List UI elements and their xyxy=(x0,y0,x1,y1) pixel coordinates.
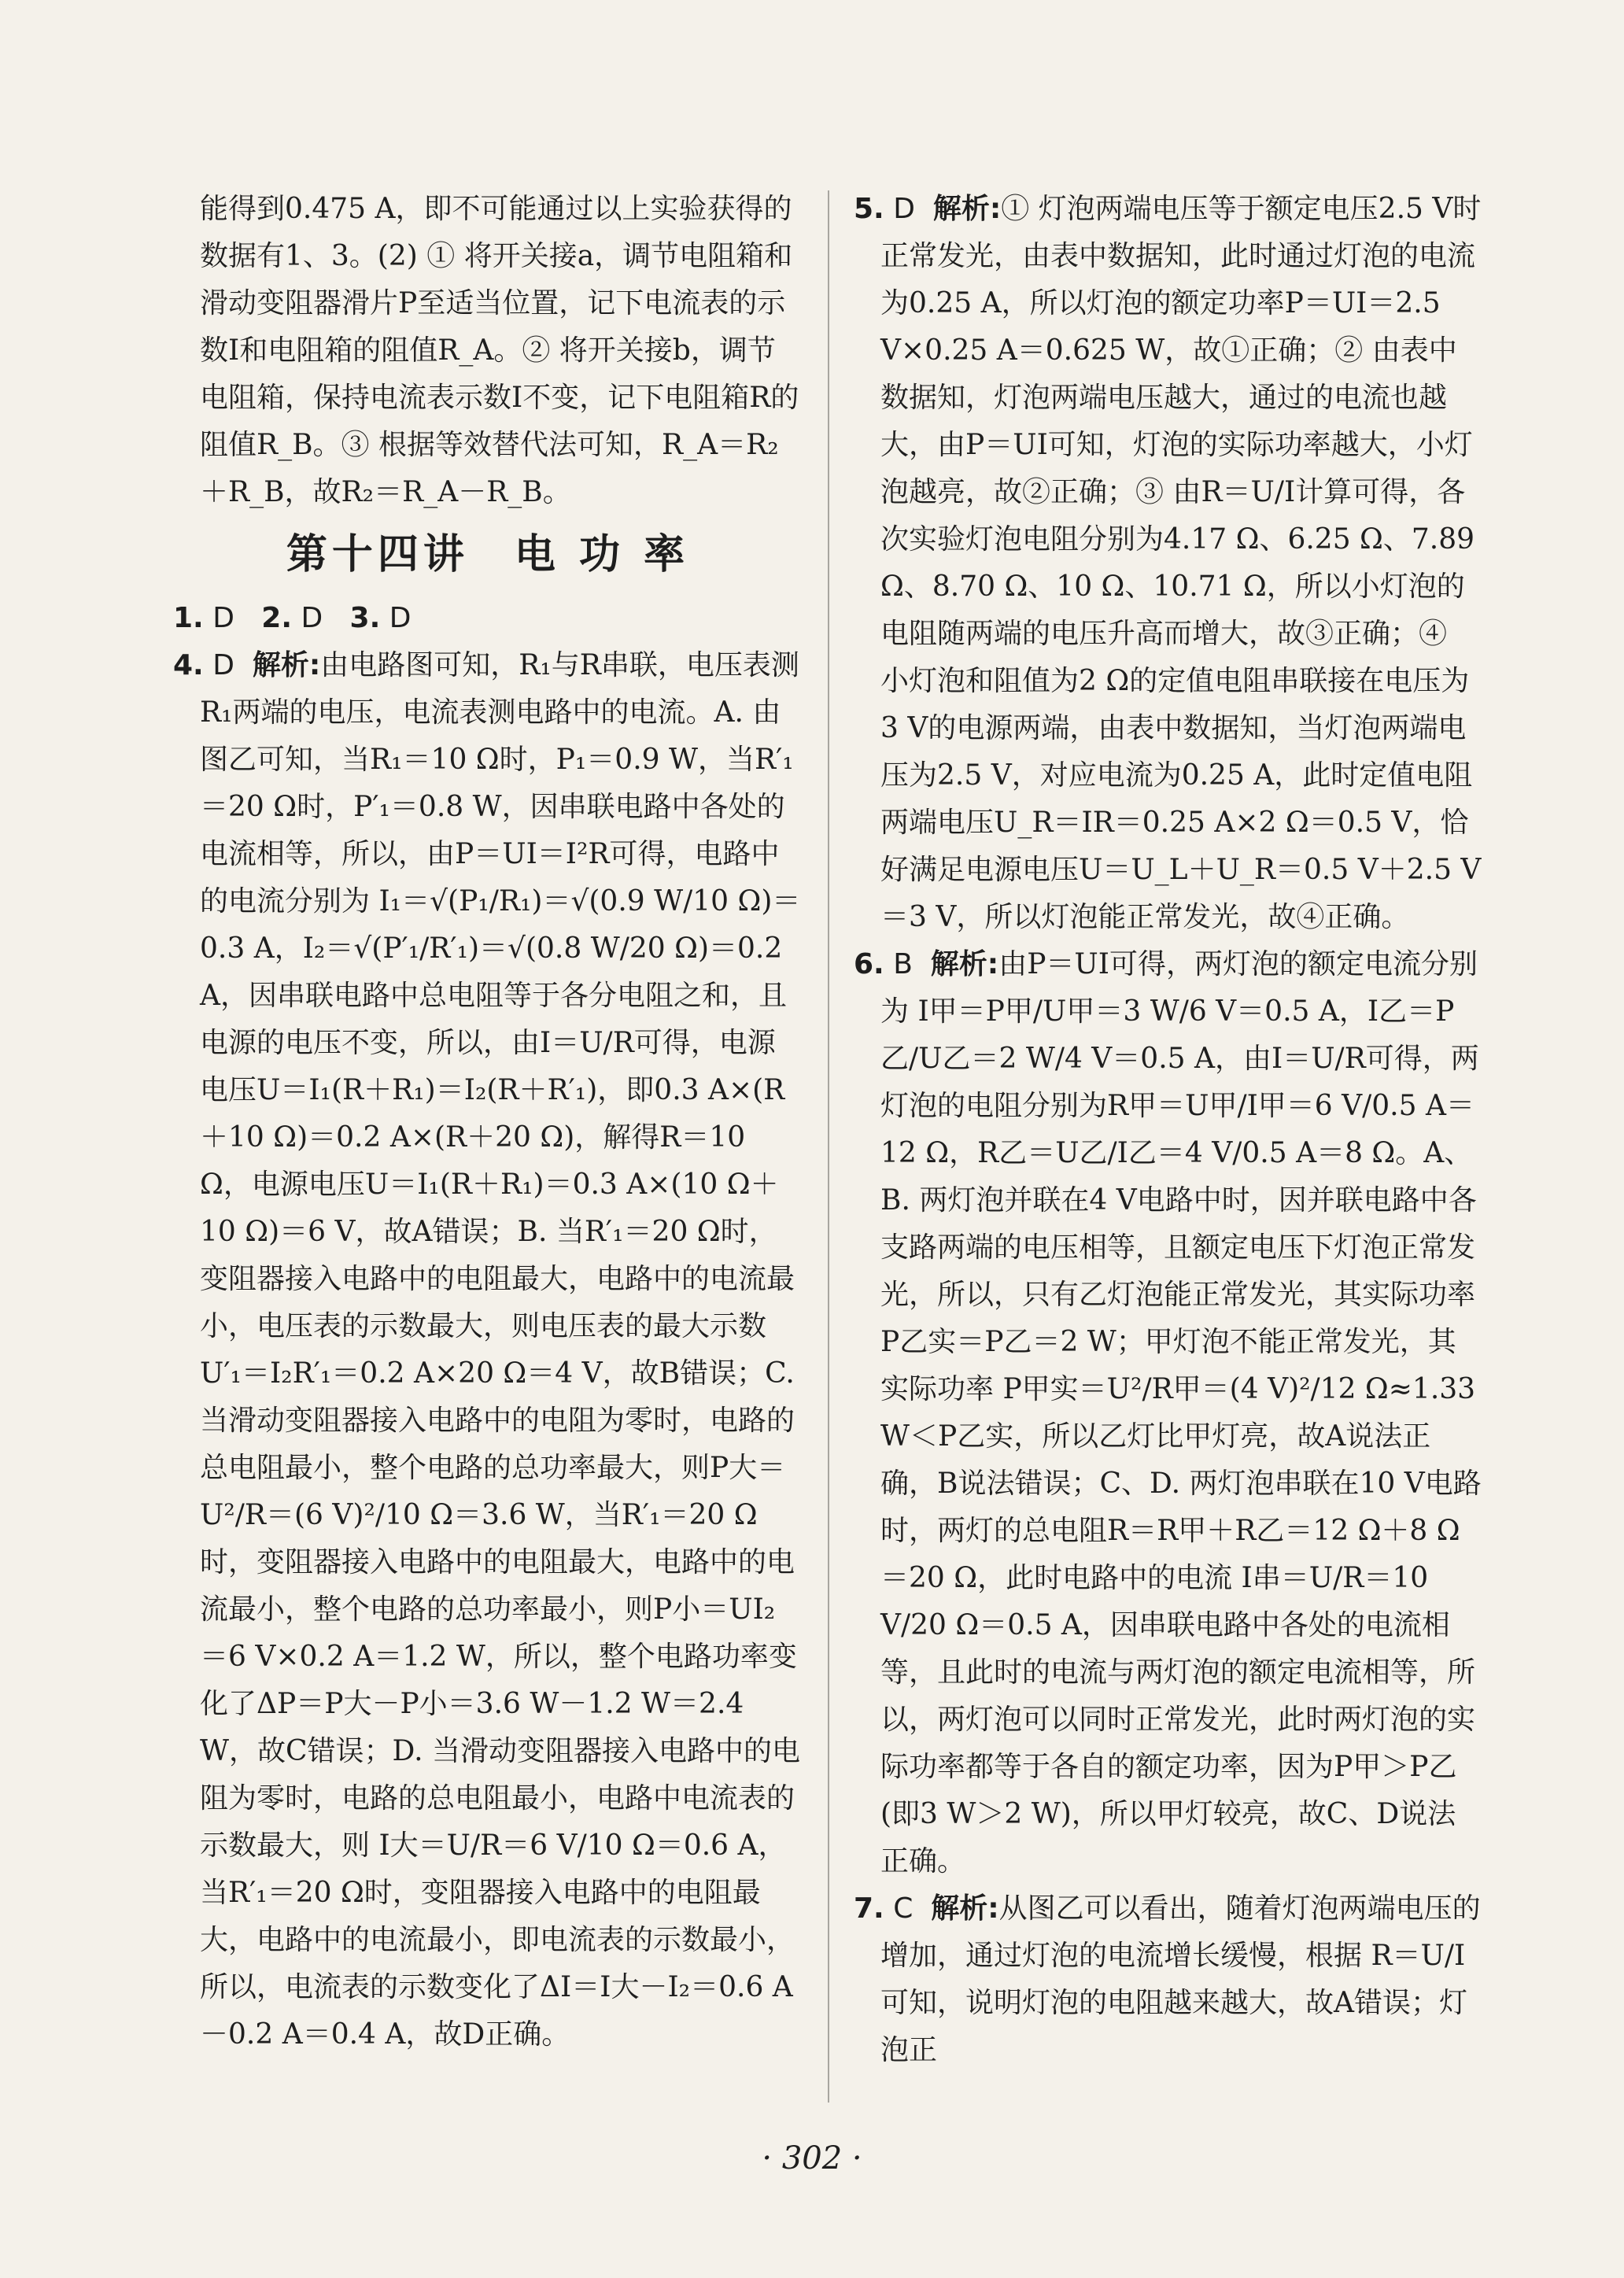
q2-answer: D xyxy=(301,602,323,634)
section-title: 第十四讲 电 功 率 xyxy=(286,531,690,578)
question-7 xyxy=(854,1885,1483,2074)
q7-answer: C xyxy=(893,1892,914,1925)
column-divider xyxy=(828,190,829,2103)
q6-explanation-label: 解析: xyxy=(930,948,999,980)
q6-number: 6. xyxy=(854,948,884,980)
q7-explanation-text: 从图乙可以看出，随着灯泡两端电压的增加，通过灯泡的电流增长缓慢，根据 R＝U/I 可知，说明灯泡的电阻越来越大，故A错误；灯泡正 xyxy=(880,1892,1481,2066)
q5-explanation-label: 解析: xyxy=(932,193,1002,225)
question-6 xyxy=(854,941,1483,1885)
q4-number: 4. xyxy=(173,649,204,681)
q3-answer: D xyxy=(389,602,412,634)
q4-explanation-label: 解析: xyxy=(252,649,321,681)
question-5 xyxy=(854,186,1483,941)
question-4 xyxy=(173,642,803,2058)
q3-number: 3. xyxy=(349,602,381,634)
left-column xyxy=(173,186,803,2058)
continuation-text: 能得到0.475 A，即不可能通过以上实验获得的数据有1、3。(2) ① 将开关接a，调节电阻箱和滑动变阻器滑片P至适当位置，记下电流表的示数I和电阻箱的阻值R_A。② 将开关接b，调节电阻箱，保持电流表示数I不变，记下电阻箱R的阻值R_B。③ 根据等效替代法可知，R_A＝R₂＋R_B，故R₂＝R_A－R_B。 xyxy=(200,193,799,508)
page-number: · 302 · xyxy=(762,2140,862,2176)
q5-explanation-text: ① 灯泡两端电压等于额定电压2.5 V时正常发光，由表中数据知，此时通过灯泡的电流为0.25 A，所以灯泡的额定功率P＝UI＝2.5 V×0.25 A＝0.625 W，故①正确；② 由表中数据知，灯泡两端电压越大，通过的电流也越大，由P＝UI可知，灯泡的实际功率越大，小灯泡越亮，故②正确；③ 由R＝U/I计算可得，各次实验灯泡电阻分别为4.17 Ω、6.25 Ω、7.89 Ω、8.70 Ω、10 Ω、10.71 Ω，所以小灯泡的电阻随两端的电压升高而增大，故③正确；④ 小灯泡和阻值为2 Ω的定值电阻串联接在电压为3 V的电源两端，由表中数据知，当灯泡两端电压为2.5 V，对应电流为0.25 A，此时定值电阻两端电压U_R＝IR＝0.25 A×2 Ω＝0.5 V，恰好满足电源电压U＝U_L＋U_R＝0.5 V＋2.5 V＝3 V，所以灯泡能正常发光，故④正确。 xyxy=(880,193,1482,933)
q2-number: 2. xyxy=(261,602,292,634)
q4-answer: D xyxy=(212,649,234,681)
q6-explanation-text: 由P＝UI可得，两灯泡的额定电流分别为 I甲＝P甲/U甲＝3 W/6 V＝0.5 A，I乙＝P乙/U乙＝2 W/4 V＝0.5 A，由I＝U/R可得，两灯泡的电阻分别为R甲＝U甲/I甲＝6 V/0.5 A＝12 Ω，R乙＝U乙/I乙＝4 V/0.5 A＝8 Ω。A、B. 两灯泡并联在4 V电路中时，因并联电路中各支路两端的电压相等，且额定电压下灯泡正常发光，所以，只有乙灯泡能正常发光，其实际功率P乙实＝P乙＝2 W；甲灯泡不能正常发光，其实际功率 P甲实＝U²/R甲＝(4 V)²/12 Ω≈1.33 W＜P乙实，所以乙灯比甲灯亮，故A说法正确，B说法错误；C、D. 两灯泡串联在10 V电路时，两灯的总电阻R＝R甲＋R乙＝12 Ω＋8 Ω＝20 Ω，此时电路中的电流 I串＝U/R＝10 V/20 Ω＝0.5 A，因串联电路中各处的电流相等，且此时的电流与两灯泡的额定电流相等，所以，两灯泡可以同时正常发光，此时两灯泡的实际功率都等于各自的额定功率，因为P甲＞P乙(即3 W＞2 W)，所以甲灯较亮，故C、D说法正确。 xyxy=(880,948,1482,1877)
q1-answer: D xyxy=(212,602,234,634)
q7-explanation-label: 解析: xyxy=(931,1892,999,1925)
answers-1-3 xyxy=(173,595,803,642)
q4-explanation-text: 由电路图可知，R₁与R串联，电压表测R₁两端的电压，电流表测电路中的电流。A. 由图乙可知，当R₁＝10 Ω时，P₁＝0.9 W，当R′₁＝20 Ω时，P′₁＝0.8 W，因串联电路中各处的电流相等，所以，由P＝UI＝I²R可得，电路中的电流分别为 I₁＝√(P₁/R₁)＝√(0.9 W/10 Ω)＝0.3 A，I₂＝√(P′₁/R′₁)＝√(0.8 W/20 Ω)＝0.2 A，因串联电路中总电阻等于各分电阻之和，且电源的电压不变，所以，由I＝U/R可得，电源电压U＝I₁(R＋R₁)＝I₂(R＋R′₁)，即0.3 A×(R＋10 Ω)＝0.2 A×(R＋20 Ω)，解得R＝10 Ω，电源电压U＝I₁(R＋R₁)＝0.3 A×(10 Ω＋10 Ω)＝6 V，故A错误；B. 当R′₁＝20 Ω时，变阻器接入电路中的电阻最大，电路中的电流最小，电压表的示数最大，则电压表的最大示数U′₁＝I₂R′₁＝0.2 A×20 Ω＝4 V，故B错误；C. 当滑动变阻器接入电路中的电阻为零时，电路的总电阻最小，整个电路的总功率最大，则P大＝U²/R＝(6 V)²/10 Ω＝3.6 W，当R′₁＝20 Ω时，变阻器接入电路中的电阻最大，电路中的电流最小，整个电路的总功率最小，则P小＝UI₂＝6 V×0.2 A＝1.2 W，所以，整个电路功率变化了ΔP＝P大－P小＝3.6 W－1.2 W＝2.4 W，故C错误；D. 当滑动变阻器接入电路中的电阻为零时，电路的总电阻最小，电路中电流表的示数最大，则 I大＝U/R＝6 V/10 Ω＝0.6 A，当R′₁＝20 Ω时，变阻器接入电路中的电阻最大，电路中的电流最小，即电流表的示数最小，所以，电流表的示数变化了ΔI＝I大－I₂＝0.6 A－0.2 A＝0.4 A，故D正确。 xyxy=(200,649,801,2051)
q1-number: 1. xyxy=(173,602,204,634)
q5-answer: D xyxy=(893,193,915,225)
q6-answer: B xyxy=(893,948,913,980)
q5-number: 5. xyxy=(854,193,884,225)
q7-number: 7. xyxy=(854,1892,884,1925)
right-column xyxy=(854,186,1483,2074)
